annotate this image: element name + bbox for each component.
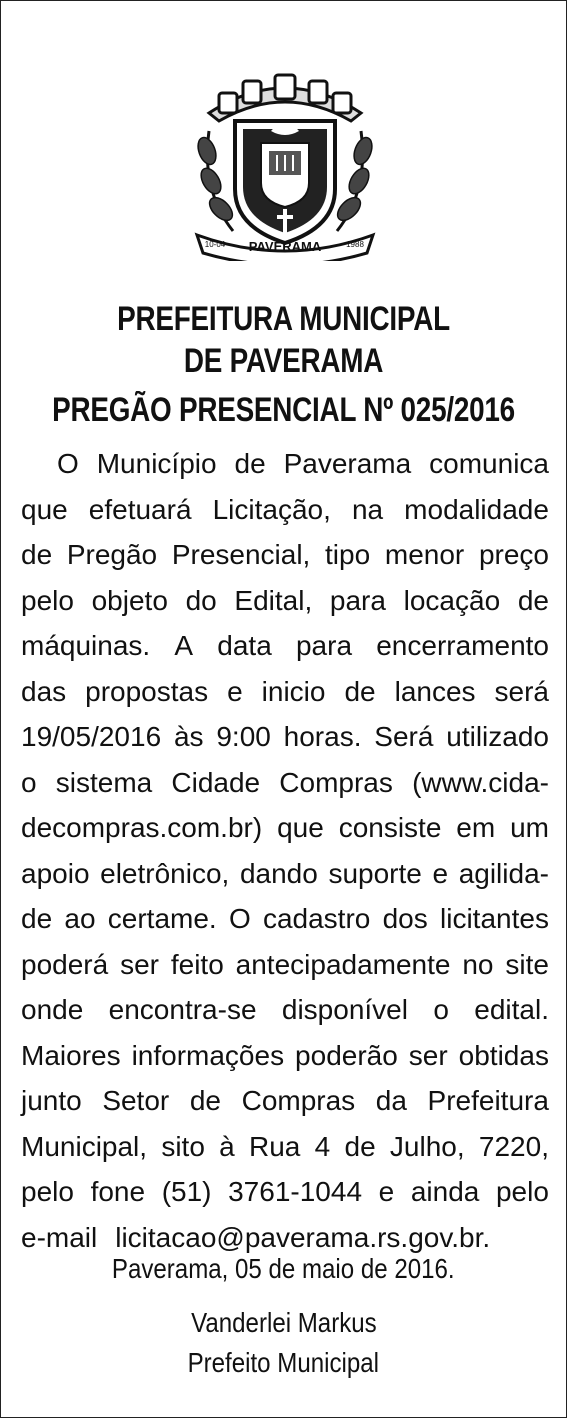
body-word: Julho, xyxy=(389,1130,465,1162)
body-word: Edital, xyxy=(234,584,313,616)
body-word: inicio xyxy=(261,675,326,707)
body-word: 9:00 xyxy=(216,721,271,752)
body-word: à xyxy=(219,1130,235,1162)
body-word: Pregão xyxy=(66,539,158,570)
body-word: Maiores xyxy=(21,1039,121,1071)
body-word: encontra-se xyxy=(108,994,257,1025)
body-word: propostas xyxy=(85,675,209,707)
body-line xyxy=(21,896,549,942)
body-word: lances xyxy=(394,675,476,707)
body-word: Município xyxy=(96,448,217,479)
body-word: o xyxy=(433,994,449,1025)
body-word: na xyxy=(351,493,384,525)
body-word: certame. xyxy=(107,903,217,934)
body-word: Licitação, xyxy=(212,493,331,525)
body-word: O xyxy=(57,448,79,479)
body-word: e xyxy=(432,857,449,889)
body-word: Prefeitura xyxy=(427,1085,549,1116)
mural-crown xyxy=(209,75,361,121)
body-word: ser xyxy=(408,1039,448,1071)
body-word: ao xyxy=(64,903,96,934)
body-word: tipo xyxy=(325,539,371,570)
body-word: edital. xyxy=(474,994,549,1025)
body-word: máquinas. xyxy=(21,630,151,661)
body-word: que xyxy=(21,493,68,525)
body-word: decompras.com.br) xyxy=(21,812,263,843)
body-word: Compras xyxy=(241,1085,356,1116)
body-word: de xyxy=(189,1085,221,1116)
body-word: Cidade xyxy=(171,766,261,798)
body-word: da xyxy=(375,1085,407,1116)
body-word: 3761-1044 xyxy=(228,1176,363,1207)
body-word: cadastro xyxy=(262,903,371,934)
body-word: obtidas xyxy=(458,1039,549,1071)
body-word: feito xyxy=(170,948,224,980)
body-word: das xyxy=(21,675,67,707)
notice-header xyxy=(1,298,566,428)
body-line xyxy=(21,578,549,624)
body-line xyxy=(21,669,549,715)
signer-name: Vanderlei Markus xyxy=(190,1307,377,1338)
body-word: licitantes xyxy=(440,903,549,934)
body-word: data xyxy=(217,630,272,661)
body-word: pelo xyxy=(495,1176,549,1207)
body-line xyxy=(21,487,549,533)
body-word: O xyxy=(228,903,251,934)
body-line xyxy=(21,987,549,1033)
body-word: sito xyxy=(161,1130,205,1162)
body-word: 7220, xyxy=(478,1130,549,1162)
body-word: ainda xyxy=(410,1176,480,1207)
body-word: de xyxy=(344,1130,376,1162)
body-word: e-mail xyxy=(21,1221,98,1253)
header-line-1: PREFEITURA MUNICIPAL xyxy=(117,300,450,338)
body-word: licitacao@paverama.rs.gov.br. xyxy=(115,1221,491,1253)
body-word: de xyxy=(344,675,376,707)
body-word: objeto xyxy=(91,584,168,616)
body-word: pelo xyxy=(21,584,74,616)
body-line xyxy=(21,760,549,806)
notice-body xyxy=(21,441,549,1260)
body-word: informações xyxy=(131,1039,285,1071)
body-word: comunica xyxy=(429,448,549,479)
seal-banner xyxy=(197,235,373,261)
body-word: um xyxy=(510,812,549,843)
body-word: para xyxy=(295,630,353,661)
body-word: ser xyxy=(120,948,159,980)
body-word: Rua xyxy=(249,1130,301,1162)
body-word: e xyxy=(227,675,243,707)
body-word: de xyxy=(517,584,549,616)
body-line xyxy=(21,623,549,669)
body-word: o xyxy=(21,766,37,798)
header-line-3: PREGÃO PRESENCIAL Nº 025/2016 xyxy=(52,391,515,429)
body-line xyxy=(21,1124,549,1170)
body-word: (www.cida- xyxy=(412,766,549,798)
body-word: poderá xyxy=(21,948,109,980)
body-word: suporte xyxy=(328,857,422,889)
body-word: dando xyxy=(239,857,318,889)
body-word: consiste xyxy=(338,812,442,843)
body-word: eletrônico, xyxy=(100,857,230,889)
body-word: efetuará xyxy=(88,493,192,525)
body-word: no xyxy=(462,948,494,980)
body-word: Compras xyxy=(279,766,393,798)
body-word: em xyxy=(456,812,496,843)
body-word: pelo xyxy=(21,1176,74,1207)
body-word: site xyxy=(505,948,549,980)
body-word: menor xyxy=(384,539,465,570)
seal-emancipation-year: 1988 xyxy=(346,240,364,249)
body-word: Municipal, xyxy=(21,1130,148,1162)
body-word: modalidade xyxy=(404,493,549,525)
body-word: apoio xyxy=(21,857,90,889)
body-word: para xyxy=(329,584,386,616)
body-line xyxy=(21,851,549,897)
body-word: que xyxy=(277,812,324,843)
body-word: onde xyxy=(21,994,84,1025)
body-word: será xyxy=(494,675,549,707)
seal-founding-date: 10-04 xyxy=(204,240,226,249)
body-word: junto xyxy=(21,1085,82,1116)
body-word: encerramento xyxy=(376,630,549,661)
body-line xyxy=(21,714,549,760)
body-word: utilizado xyxy=(446,721,549,752)
header-line-2: DE PAVERAMA xyxy=(183,342,384,380)
body-word: de xyxy=(21,903,53,934)
body-line xyxy=(21,532,549,578)
body-word: de xyxy=(234,448,266,479)
body-word: Presencial, xyxy=(171,539,311,570)
place-and-date: Paverama, 05 de maio de 2016. xyxy=(112,1253,455,1284)
body-word: Será xyxy=(374,721,434,752)
municipal-coat-of-arms xyxy=(191,71,379,261)
body-line xyxy=(21,1078,549,1124)
shield xyxy=(235,121,335,243)
body-word: dos xyxy=(382,903,428,934)
body-word: fone xyxy=(90,1176,146,1207)
body-word: horas. xyxy=(283,721,362,752)
body-word: Setor xyxy=(102,1085,170,1116)
signer-title: Prefeito Municipal xyxy=(187,1347,380,1378)
body-word: de xyxy=(21,539,53,570)
body-line xyxy=(21,942,549,988)
body-word: locação xyxy=(403,584,501,616)
body-word: do xyxy=(185,584,217,616)
body-line xyxy=(21,1033,549,1079)
body-word: 19/05/2016 xyxy=(21,721,162,752)
body-word: disponível xyxy=(281,994,408,1025)
body-line xyxy=(21,805,549,851)
body-word: Paverama xyxy=(283,448,412,479)
seal-banner-text: PAVERAMA xyxy=(248,239,322,254)
body-word: e xyxy=(378,1176,395,1207)
body-word: poderão xyxy=(295,1039,398,1071)
body-word: antecipadamente xyxy=(235,948,451,980)
body-word: preço xyxy=(478,539,549,570)
body-word: às xyxy=(173,721,204,752)
body-line xyxy=(21,441,549,487)
body-word: (51) xyxy=(161,1176,212,1207)
body-word: sistema xyxy=(55,766,153,798)
body-word: A xyxy=(174,630,194,661)
body-word: agilida- xyxy=(458,857,549,889)
body-word: 4 xyxy=(314,1130,331,1162)
body-line xyxy=(21,1169,549,1215)
